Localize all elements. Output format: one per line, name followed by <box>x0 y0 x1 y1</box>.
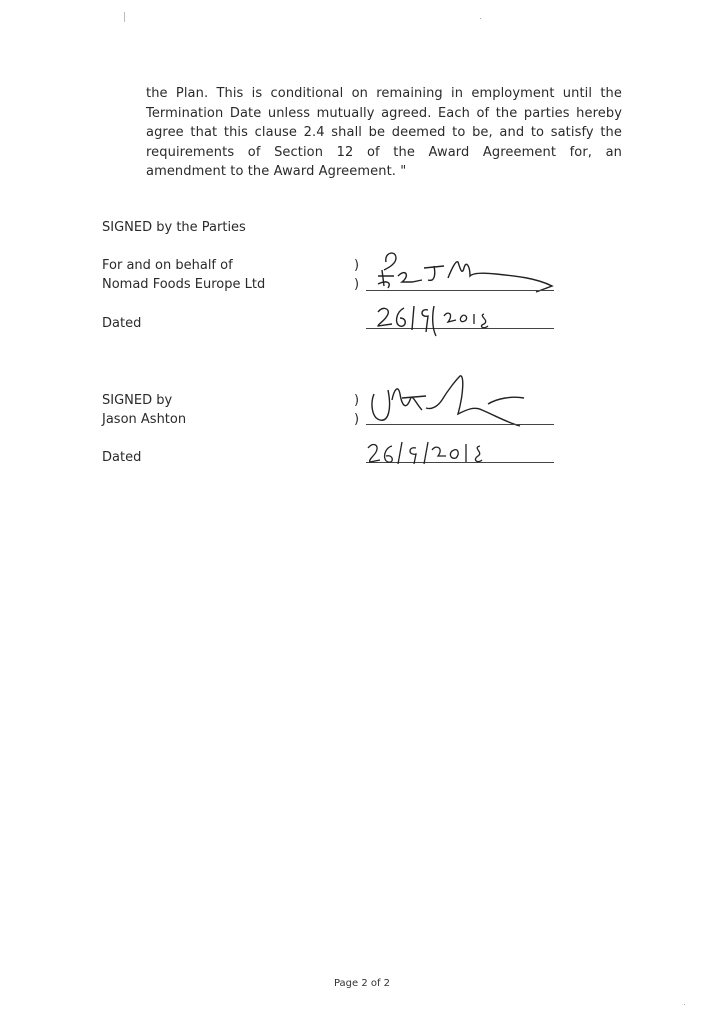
signed-by-parties-label: SIGNED by the Parties <box>102 220 246 235</box>
on-behalf-label: For and on behalf of <box>102 258 233 273</box>
bracket-mark: ) <box>354 393 360 408</box>
person-handwritten-date <box>366 440 496 466</box>
signature-line <box>366 424 554 425</box>
clause-text: the Plan. This is conditional on remaining in employment until the Termination Date unless mutually agreed. Each of the parties hereby agree that this clause 2.4 shall be deemed to be, and to satisfy the requirements of Section 12 of the Award Agreement for, an amendment to the Award Agreement. " <box>146 86 622 179</box>
bracket-mark: ) <box>354 277 360 292</box>
scan-speck <box>684 1004 685 1005</box>
dated-label: Dated <box>102 316 142 331</box>
bracket-mark: ) <box>354 258 360 273</box>
signature-line <box>366 290 554 291</box>
signatory-name: Jason Ashton <box>102 412 187 427</box>
company-handwritten-date <box>374 302 514 346</box>
bracket-mark: ) <box>354 412 360 427</box>
page-footer: Page 2 of 2 <box>333 978 391 989</box>
scan-speck <box>480 18 481 19</box>
dated-label: Dated <box>102 450 142 465</box>
margin-mark <box>124 12 125 22</box>
company-name: Nomad Foods Europe Ltd <box>102 277 266 292</box>
signed-by-label: SIGNED by <box>102 393 173 408</box>
person-signature <box>366 370 556 430</box>
